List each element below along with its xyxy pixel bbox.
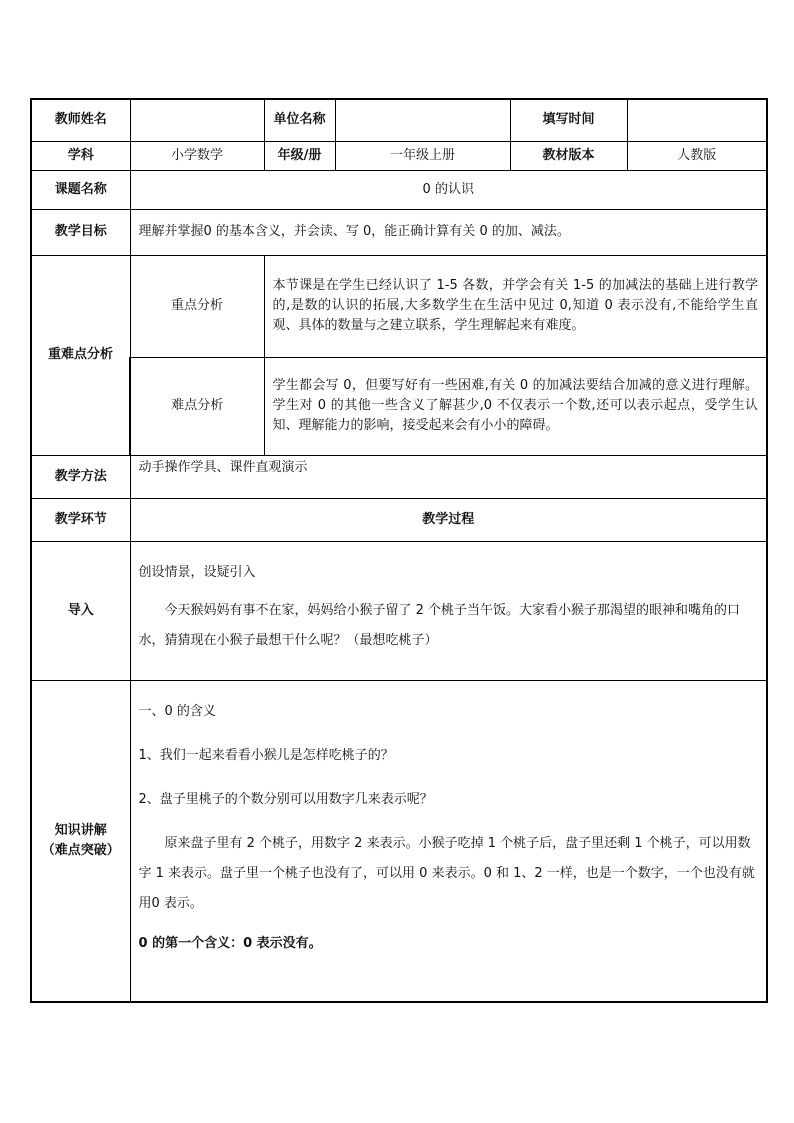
edition-label: 教材版本 bbox=[510, 141, 627, 170]
subject-row bbox=[31, 141, 767, 170]
fill-date-value bbox=[627, 99, 767, 141]
knowledge-label bbox=[31, 680, 130, 1002]
knowledge-content bbox=[130, 680, 767, 1002]
analysis-label: 重难点分析 bbox=[31, 255, 130, 455]
goal-label: 教学目标 bbox=[31, 209, 130, 255]
key-point-text: 本节课是在学生已经认识了 1-5 各数，并学会有关 1-5 的加减法的基础上进行教学的,是数的认识的拓展,大多数学生在生活中见过 0,知道 0 表示没有,不能给学生直观、具体的数量与之建立联系，学生理解起来有难度。 bbox=[264, 255, 767, 357]
intro-line-1: 创设情景，设疑引入 bbox=[138, 564, 256, 580]
lesson-plan-table bbox=[30, 98, 768, 1003]
method-label: 教学方法 bbox=[31, 455, 130, 498]
header-row bbox=[31, 99, 767, 141]
topic-label: 课题名称 bbox=[31, 170, 130, 209]
teacher-name-value bbox=[130, 99, 264, 141]
intro-label: 导入 bbox=[31, 541, 130, 680]
knowledge-line-2: 1、我们一起来看看小猴儿是怎样吃桃子的？ bbox=[138, 747, 394, 763]
difficult-point-row bbox=[31, 357, 767, 455]
process-header-row bbox=[31, 498, 767, 541]
method-value: 动手操作学具、课件直观演示 bbox=[130, 455, 767, 498]
knowledge-label-line-1: 知识讲解 bbox=[54, 822, 107, 838]
knowledge-line-5: 0 的第一个含义：0 表示没有。 bbox=[138, 935, 322, 951]
key-point-label: 重点分析 bbox=[130, 255, 264, 357]
intro-line-2: 今天猴妈妈有事不在家，妈妈给小猴子留了 2 个桃子当午饭。大家看小猴子那渴望的眼神和嘴角的口水，猜猜现在小猴子最想干什么呢？（最想吃桃子） bbox=[138, 602, 741, 648]
topic-row bbox=[31, 170, 767, 209]
teacher-name-label: 教师姓名 bbox=[31, 99, 130, 141]
fill-date-label: 填写时间 bbox=[510, 99, 627, 141]
grade-label: 年级/册 bbox=[264, 141, 335, 170]
knowledge-row bbox=[31, 680, 767, 1002]
difficult-point-text: 学生都会写 0，但要写好有一些困难,有关 0 的加减法要结合加减的意义进行理解。学生对 0 的其他一些含义了解甚少,0 不仅表示一个数,还可以表示起点，受学生认知、理解能力的影响，接受起来会有小小的障碍。 bbox=[264, 357, 767, 455]
knowledge-line-3: 2、盘子里桃子的个数分别可以用数字几来表示呢？ bbox=[138, 791, 433, 807]
difficult-point-label: 难点分析 bbox=[130, 357, 264, 455]
intro-content bbox=[130, 541, 767, 680]
topic-value: 0 的认识 bbox=[130, 170, 767, 209]
method-row bbox=[31, 455, 767, 498]
goal-row bbox=[31, 209, 767, 255]
intro-row bbox=[31, 541, 767, 680]
goal-value: 理解并掌握0 的基本含义，并会读、写 0，能正确计算有关 0 的加、减法。 bbox=[130, 209, 767, 255]
process-label: 教学过程 bbox=[130, 498, 767, 541]
edition-value: 人教版 bbox=[627, 141, 767, 170]
subject-value: 小学数学 bbox=[130, 141, 264, 170]
key-point-row bbox=[31, 255, 767, 357]
knowledge-line-1: 一、0 的含义 bbox=[138, 703, 216, 719]
knowledge-line-4: 原来盘子里有 2 个桃子，用数字 2 来表示。小猴子吃掉 1 个桃子后，盘子里还剩 1 个桃子，可以用数字 1 来表示。盘子里一个桃子也没有了，可以用 0 来表示。0 和 1、2 一样，也是一个数字，一个也没有就用0 表示。 bbox=[138, 835, 755, 911]
unit-name-label: 单位名称 bbox=[264, 99, 335, 141]
knowledge-label-line-2: （难点突破） bbox=[41, 842, 120, 858]
lesson-plan-page bbox=[30, 98, 766, 1003]
grade-value: 一年级上册 bbox=[335, 141, 510, 170]
subject-label: 学科 bbox=[31, 141, 130, 170]
unit-name-value bbox=[335, 99, 510, 141]
stage-label: 教学环节 bbox=[31, 498, 130, 541]
